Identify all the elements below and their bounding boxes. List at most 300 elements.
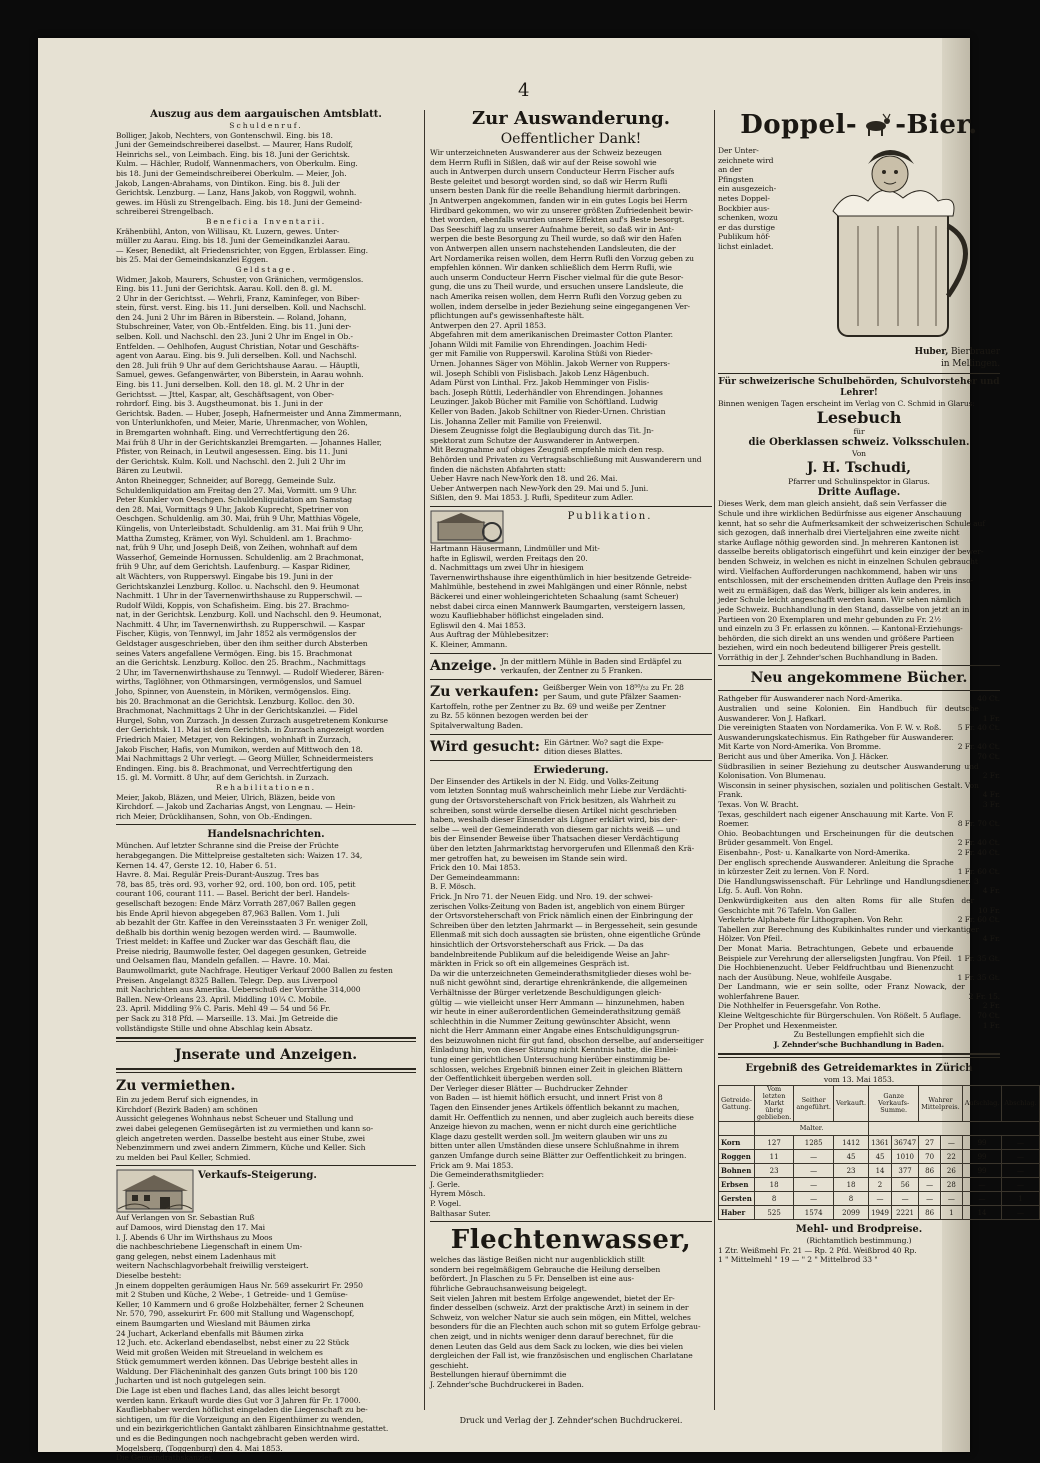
text-line: Jn Antwerpen angekommen, fanden wir in ein gutes Logis bei Herrn bbox=[430, 195, 688, 205]
text-line: Peter Kunkler von Oeschgen. Schuldenliquidation am Samstag bbox=[116, 495, 353, 505]
text-line: Geißberger Wein von 18⁵⁰/₅₂ zu Fr. 28 bbox=[542, 682, 684, 692]
divider bbox=[116, 1068, 416, 1073]
text-line: Jucharten und ist noch gutgelegen sein. bbox=[116, 1376, 266, 1386]
text-line: d. Nachmittags um zwei Uhr in hiesigem bbox=[430, 563, 584, 573]
farmhouse-illustration bbox=[116, 1169, 194, 1213]
book-item bbox=[718, 733, 1000, 752]
grain-header-cell: Verkauft. bbox=[833, 1086, 868, 1122]
book-item bbox=[718, 982, 1000, 1001]
text-line: über den letzten Jahrmarktstag hervorgerufen und Ellenmaß den Krä- bbox=[430, 844, 695, 853]
grain-cell: 45 bbox=[833, 1150, 868, 1164]
text-line: weitern Nachschlagvorbehalt freiwillig versteigert. bbox=[116, 1261, 309, 1271]
grain-name: Korn bbox=[719, 1136, 755, 1150]
text-line: Mai früh 8 Uhr in der Gerichtskanzlei Bremgarten. — Johannes Haller, bbox=[116, 437, 382, 447]
grain-cell: 2221 bbox=[891, 1206, 918, 1220]
text-line: Kartoffeln, rothe per Zentner zu Bz. 69 und weiße per Zentner bbox=[430, 701, 666, 711]
text-line: zeichnete wird bbox=[718, 155, 774, 165]
grain-name: Erbsen bbox=[719, 1178, 755, 1192]
text-line: bis Ende April hievon abgegeben 87,963 Ballen. Vom 1. Juli bbox=[116, 908, 340, 918]
grain-cell: 1412 bbox=[833, 1136, 868, 1150]
text-line: B. F. Mösch. bbox=[430, 882, 476, 892]
text-line: Publikum höf- bbox=[718, 232, 771, 242]
text-line: führliche Gebrauchsanweisung beigelegt. bbox=[430, 1283, 587, 1293]
grain-cell: — bbox=[919, 1192, 941, 1206]
text-line: lichst einladet. bbox=[718, 241, 774, 251]
gesucht-text bbox=[544, 738, 712, 757]
book-price: 8 Fr. 70 Ct. bbox=[957, 819, 1000, 829]
text-line: wollen, indem derselbe in jeder Beziehung seine eingegangenen Ver- bbox=[430, 301, 690, 311]
text-line: hinsichtlich der Ortsvorsteherschaft aus Frick. — Da das bbox=[430, 939, 644, 949]
text-line: Joho, Spinner, von Auenstein, in Möriken, vermögenslos. Eing. bbox=[116, 687, 351, 697]
book-price: 1 Fr. 35 Gt. bbox=[957, 953, 1000, 963]
lesebuch-subtitle: die Oberklassen schweiz. Volksschulen. bbox=[748, 437, 970, 449]
grain-date: vom 13. Mai 1853. bbox=[823, 1075, 895, 1085]
text-line: Aus Auftrag der Mühlebesitzer: bbox=[430, 630, 549, 640]
text-line: Jakob Fischer, Hafis, von Mumikon, werden auf Mittwoch den 18. bbox=[116, 744, 363, 754]
book-price: 1 Fr. 60 Ct. bbox=[957, 867, 1000, 877]
text-line: ger mit Familie von Rupperswil. Karolina Stüßi von Rieder- bbox=[430, 349, 653, 359]
book-item bbox=[718, 1011, 1000, 1021]
grain-cell: — bbox=[869, 1192, 892, 1206]
text-line: behörden, die sich direkt an uns wenden und größere Partieen bbox=[718, 633, 955, 643]
text-line: Kirchdorf. — Jakob und Zacharias Angst, von Lengnau. — Hein- bbox=[116, 802, 356, 812]
text-line: werden kann. Erkauft wurde dies Gut vor 3 Jahren für Fr. 17000. bbox=[116, 1395, 361, 1405]
text-line: Jn einem doppelten geräumigen Haus Nr. 569 assekurirt Fr. 2950 bbox=[116, 1280, 363, 1290]
text-line: Jakob, Langen-Abrahams, von Dintikon. Eing. bis 8. Juli der bbox=[116, 178, 340, 188]
text-line: Pfingsten bbox=[718, 174, 754, 184]
book-title: Eisenbahn-, Post- u. Kanalkarte von Nord-Amerika. bbox=[718, 847, 910, 857]
divider bbox=[430, 1221, 712, 1222]
text-line: hafte in Egliswil, werden Freitags den 20. bbox=[430, 553, 588, 563]
text-line: haben, weshalb dieser Einsender als Lügner erklärt wird, bis der- bbox=[430, 815, 678, 825]
book-price: 70 Ct. bbox=[977, 1011, 1000, 1021]
text-line: Bockbier aus- bbox=[718, 203, 770, 213]
text-line: Ballen. New-Orleans 23. April. Middling 10¼ C. Mobile. bbox=[116, 994, 327, 1004]
text-line: von Baden — ist hiemit höflich ersucht, und innert Frist von 8 bbox=[430, 1093, 663, 1103]
text-line: Frick am 9. Mai 1853. bbox=[430, 1160, 514, 1170]
brewer-name: Huber, bbox=[914, 347, 949, 357]
text-line: Beste geleitet und besorgt worden sind, so daß wir Herrn Rufli bbox=[430, 176, 668, 186]
grain-name: Bohnen bbox=[719, 1164, 755, 1178]
text-line: von Unterlunkhofen, und Meier, Marie, Uhrenmacher, von Wohlen, bbox=[116, 418, 368, 428]
book-item bbox=[718, 810, 1000, 829]
beneficia-text bbox=[116, 227, 416, 265]
text-line: gang gelegen, nebst einem Ladenhaus mit bbox=[116, 1251, 276, 1261]
handel-text bbox=[116, 841, 416, 1033]
text-line: starke Auflage nöthig geworden sind. Jn mehreren Kantonen ist bbox=[718, 537, 959, 547]
text-line: courant 106, courant 111. — Basel. Bericht der berl. Handels- bbox=[116, 889, 350, 899]
text-line: spektorat zum Schutze der Auswanderer in Antwerpen. bbox=[430, 435, 640, 445]
text-line: Art Nordamerika reisen wollen, dem Herrn Rufli den Vorzug geben zu bbox=[430, 253, 694, 263]
grain-cell: 27 bbox=[919, 1136, 941, 1150]
text-line: finder desselben (schweiz. Arzt der praktische Arzt) in seinem in der bbox=[430, 1303, 689, 1313]
book-price: 2 Fr. 40 Ct. bbox=[957, 847, 1000, 857]
text-line: werpen die beste Besorgung zu Theil wurde, so daß wir den Hafen bbox=[430, 234, 682, 244]
divider bbox=[718, 1053, 1000, 1058]
text-line: er das durstige bbox=[718, 222, 775, 232]
book-price: 40 Ct. bbox=[977, 694, 1000, 704]
grain-cell: — bbox=[1002, 1136, 1039, 1150]
text-line: Egliswil den 4. Mai 1853. bbox=[430, 620, 526, 630]
text-line: Nachmitt. 1 Uhr in der Tavernenwirthshause zu Rupperschwil. — bbox=[116, 591, 363, 601]
divider bbox=[116, 1037, 416, 1042]
text-line: die nachbeschriebene Liegenschaft in einem Um- bbox=[116, 1242, 303, 1252]
text-line: Balthasar Suter. bbox=[430, 1208, 491, 1218]
anzeige-title: Anzeige. bbox=[430, 657, 497, 674]
book-title: Texas, geschildert nach eigener Anschauung mit Karte. Von F. Roemer. bbox=[718, 809, 954, 829]
text-line: Stubschreiner, Vater, von Ob.-Entfelden. Eing. bis 11. Juni der- bbox=[116, 322, 352, 332]
text-line: Anton Rheinegger, Schneider, auf Boregg, Gemeinde Sulz. bbox=[116, 475, 336, 485]
text-line: wil. Joseph Schibli von Fislisbach. Jakob Lenz Hägenbuch. bbox=[430, 368, 650, 378]
grain-cell: 18 bbox=[833, 1178, 868, 1192]
lesebuch-title: Lesebuch bbox=[816, 407, 902, 427]
text-line: vollständigste Stille und ohne Abschlag kein Absatz. bbox=[116, 1023, 313, 1033]
text-line: wir heute in einer außerordentlichen Gemeinderathsitzung gemäß bbox=[430, 1007, 681, 1017]
book-price: 3 Fr. bbox=[982, 800, 1000, 809]
text-line: Sißlen, den 9. Mai 1853. J. Rufli, Spediteur zum Adler. bbox=[430, 493, 634, 503]
text-line: Bäckerei und einer wohleingerichteten Schaalung (samt Scheuer) bbox=[430, 591, 679, 601]
text-line: früh 9 Uhr, auf dem Gerichtsh. Laufenburg. — Kaspar Ridiner, bbox=[116, 562, 351, 572]
book-price: 2 Fr. 60 Ct. bbox=[957, 915, 1000, 925]
grain-cell: 36747 bbox=[891, 1136, 918, 1150]
text-line: Rudolf Wildi, Koppis, von Schafisheim. Eing. bis 27. Brachmo- bbox=[116, 600, 350, 610]
text-line: Gerichtsst. — Jttel, Kaspar, alt, Geschäftsagent, von Ober- bbox=[116, 389, 334, 399]
text-line: agent von Aarau. Eing. bis 9. Juli derselben. Koll. und Nachschl. bbox=[116, 351, 357, 361]
dank-text bbox=[430, 148, 712, 503]
text-line: Der Unter- bbox=[718, 146, 759, 155]
mill-illustration bbox=[430, 510, 504, 544]
book-item bbox=[718, 896, 1000, 915]
vermiethen-title: Zu vermiethen. bbox=[116, 1078, 236, 1095]
text-line: Bären zu Leutwil. bbox=[116, 466, 183, 476]
text-line: Partieen von 20 Exemplaren und mehr gebunden zu Fr. 2½ bbox=[718, 614, 942, 624]
text-line: bis 25. Mai der Gemeindskanzlei Eggen. bbox=[116, 255, 269, 265]
text-line: Bestellungen hierauf übernimmt die bbox=[430, 1370, 567, 1380]
divider bbox=[718, 665, 1000, 666]
steigerung-title: Verkaufs-Steigerung. bbox=[198, 1170, 317, 1182]
book-title: Rathgeber für Auswanderer nach Nord-Amerika. bbox=[718, 694, 903, 704]
text-line: wozu Kaufliebhaber höflichst eingeladen sind. bbox=[430, 611, 604, 621]
text-line: empfehlen können. Wir danken schließlich dem Herrn Rufli, wie bbox=[430, 263, 672, 273]
grain-cell: 18 bbox=[754, 1178, 793, 1192]
handel-title: Handelsnachrichten. bbox=[207, 829, 325, 841]
text-line: Samuel, gewes. Gefangenwärter, von Biberstein, in Aarau wohnh. bbox=[116, 370, 364, 380]
text-line: deßhalb bis dorthin wenig bezogen werden wird. — Baumwolle. bbox=[116, 927, 357, 937]
text-line: sich gezogen, daß innerhalb drei Vierteljahren eine zweite nicht bbox=[718, 528, 960, 538]
gesucht-title: Wird gesucht: bbox=[430, 738, 540, 755]
text-line: Johann Wildi mit Familie von Ehrendingen. Joachim Hedi- bbox=[430, 339, 647, 349]
text-line: Juni der Gemeindschreiberei daselbst. — Maurer, Hans Rudolf, bbox=[116, 140, 353, 150]
steigerung-text bbox=[116, 1213, 416, 1462]
book-price: 70 Ct. bbox=[977, 752, 1000, 762]
text-line: P. Vogel. bbox=[430, 1198, 462, 1208]
text-line: Gerichtskanzlei Lenzburg. Kolloc. u. Nachschl. den 9. Heumonat bbox=[116, 581, 360, 591]
text-line: Kirchdorf (Bezirk Baden) am schönen bbox=[116, 1104, 258, 1114]
text-line: Geldstager ausgeschrieben, über den ihm seither durch Absterben bbox=[116, 639, 368, 649]
text-line: alt Wächters, von Rupperswyl. Eingabe bis 19. Juni in der bbox=[116, 571, 333, 581]
text-line: Ueber Antwerpen nach New-York den 29. Mai und 5. Juni. bbox=[430, 483, 649, 493]
books-foot-b: J. Zehnder'sche Buchhandlung in Baden. bbox=[773, 1039, 945, 1049]
grain-cell: — bbox=[794, 1150, 834, 1164]
text-line: nach Amerika reisen wollen, dem Herrn Rufli den Vorzug geben zu bbox=[430, 291, 682, 301]
text-line: mer getroffen hat, zu beweisen im Stande sein wird. bbox=[430, 853, 628, 863]
text-line: dasselbe bereits obligatorisch eingeführt und kein einziger der bewer- bbox=[718, 547, 984, 557]
text-line: Gerichtsk. Lenzburg. — Lanz, Hans Jakob, von Roggwil, wohnh. bbox=[116, 188, 357, 198]
text-line: kennt, hat so sehr die Aufmerksamkeit der schweizerischen Schule auf bbox=[718, 518, 986, 528]
text-line: Adam Pürst von Linthal. Frz. Jakob Hemminger von Fislis- bbox=[430, 378, 650, 388]
book-title: Die vereinigten Staaten von Nordamerika. Von F. W. v. Roß. bbox=[718, 723, 942, 733]
text-line: rohrdorf. Eing. bis 3. Augstheumonat. bis 1. Juni in der bbox=[116, 399, 323, 409]
text-line: Mahlmühle, bestehend in zwei Mahlgängen und einer Rönnle, nebst bbox=[430, 582, 687, 592]
text-line: Krähenbühl, Anton, von Willisau, Kt. Luzern, gewes. Unter- bbox=[116, 226, 340, 236]
text-line: schreiberei Strengelbach. bbox=[116, 207, 214, 217]
text-line: Abgefahren mit dem amerikanischen Dreimaster Cotton Planter. bbox=[430, 330, 673, 340]
grain-table bbox=[718, 1085, 1040, 1220]
text-line: netes Doppel- bbox=[718, 193, 770, 203]
text-line: Gerichtsk. Baden. — Huber, Joseph, Hafnermeister und Anna Zimmermann, bbox=[116, 408, 402, 418]
text-line: zwei dabei gelegenen Gemüsegärten ist zu vermiethen und kann so- bbox=[116, 1124, 374, 1133]
grain-cell: 23 bbox=[833, 1164, 868, 1178]
text-line: 2 Uhr in der Gerichtsst. — Wehrli, Franz, Kaminfeger, von Biber- bbox=[116, 293, 360, 303]
text-line: Schreiben über den letzten Jahrmarkt — in Bergesseheit, sein gesunde bbox=[430, 920, 698, 930]
text-line: Seit vielen Jahren mit bestem Erfolge angewendet, bietet der Er- bbox=[430, 1293, 675, 1303]
text-line: schlechthin in die Nummer Zeitung gewünschter Absicht, wenn bbox=[430, 1016, 671, 1026]
grain-header-cell: Abschlag. bbox=[1002, 1086, 1039, 1122]
page-number: 4 bbox=[518, 80, 530, 101]
grain-cell: 99 bbox=[962, 1136, 1002, 1150]
text-line: damit Hr. Oeffentlich zu nennen, und aber zugleich auch bereits diese bbox=[430, 1112, 694, 1122]
text-line: seines Vaters angefallene Vermögen. Eing. bis 15. Brachmonat bbox=[116, 648, 353, 658]
text-line: Hyrem Mösch. bbox=[430, 1189, 486, 1199]
text-line: Schuldenliquidation am Freitag den 27. Mai, Vormitt. um 9 Uhr. bbox=[116, 485, 357, 495]
book-item bbox=[718, 694, 1000, 704]
text-line: Antwerpen den 27. April 1853. bbox=[430, 320, 546, 330]
text-line: Preise niedrig, Baumwolle fester, Oel dagegen gesunken, Getreide bbox=[116, 946, 367, 956]
text-line: Wir unterzeichneten Auswanderer aus der Schweiz bezeugen bbox=[430, 148, 662, 157]
books-list bbox=[718, 694, 1000, 1030]
grain-cell: 1285 bbox=[794, 1136, 834, 1150]
text-line: den 28. Juli früh 9 Uhr auf dem Gerichtshause Aarau. — Häuptli, bbox=[116, 360, 360, 370]
text-line: gung, die uns zu Theil wurde, und ersuchen unsere Landsleute, die bbox=[430, 282, 684, 292]
text-line: herabgegangen. Die Mittelpreise gestalteten sich: Waizen 17. 34, bbox=[116, 850, 363, 860]
text-line: des beizuwohnen nicht für gut fand, obschon derselbe, auf anderseitiger bbox=[430, 1035, 704, 1045]
text-line: und einzeln zu 3 Fr. erlassen zu können. — Kantonal-Erziehungs- bbox=[718, 624, 963, 634]
book-price: 1 Fr. bbox=[982, 1020, 1000, 1030]
brewer-place: in Mellingen. bbox=[941, 359, 1000, 369]
book-title: Texas. Von W. Bracht. bbox=[718, 800, 799, 809]
book-title: Auswanderungskatechismus. Ein Rathgeber für Auswanderer. Mit Karte von Nord-Amerika. Von Bromme. bbox=[718, 732, 954, 752]
divider bbox=[430, 760, 712, 761]
column-rule bbox=[424, 110, 425, 1410]
grain-cell: — bbox=[940, 1192, 962, 1206]
book-title: Denkwürdigkeiten aus den alten Roms für alle Stufen der Geschichte mit 76 Tafeln. Von Galler. bbox=[718, 895, 975, 915]
text-line: gleich angetreten werden. Dasselbe besteht aus einer Stube, zwei bbox=[116, 1133, 365, 1143]
text-line: Stück gemummert werden können. Das Uebrige besteht alles in bbox=[116, 1357, 358, 1367]
text-line: Schule und ihre wirklichen Bedürfnisse aus eigener Anschauung bbox=[718, 508, 962, 518]
grain-cell: 99 bbox=[962, 1164, 1002, 1178]
text-line: J. Zehnder'sche Buchdruckerei in Baden. bbox=[430, 1379, 584, 1389]
text-line: 2 Uhr, im Tavernenwirthshause zu Tennwyl. — Rudolf Wiederer, Bären- bbox=[116, 667, 384, 677]
grain-header-cell: Seither angeführt. bbox=[794, 1086, 834, 1122]
column-1 bbox=[116, 108, 416, 1463]
text-line: per Sack zu 318 Pfd. — Marseille. 13. Mai. Jm Getreide die bbox=[116, 1014, 338, 1024]
text-line: müller zu Aarau. Eing. bis 18. Juni der Gemeindkanzlei Aarau. bbox=[116, 236, 350, 246]
text-line: Keller, 10 Kammern und 6 große Holzbehälter, ferner 2 Scheunen bbox=[116, 1299, 364, 1309]
text-line: der Oeffentlichkeit übergeben werden soll. bbox=[430, 1074, 592, 1084]
text-line: tung einer gerichtlichen Untersuchung hierüber einstimmig be- bbox=[430, 1055, 671, 1065]
grain-title: Ergebniß des Getreidemarktes in Zürich bbox=[745, 1063, 973, 1075]
text-line: der Gerichtsk. 11. Mai ist dem Gerichtsh. in Zurzach angezeigt worden bbox=[116, 725, 385, 735]
text-line: Oeschgen. Schuldenlig. am 30. Mai, früh 9 Uhr, Matthias Vögele, bbox=[116, 514, 361, 524]
text-line: — Keser, Benedikt, alt Friedensrichter, von Eggen, Erblasser. Eing. bbox=[116, 245, 368, 255]
text-line: Frick den 10. Mai 1853. bbox=[430, 863, 521, 873]
text-line: verkaufen, der Zentner zu 5 Franken. bbox=[500, 666, 643, 676]
text-line: Preisen. Angelangt 8325 Ballen. Telegr. Dep. aus Liverpool bbox=[116, 975, 338, 985]
grain-header-cell: Wahrer Mittelpreis. bbox=[919, 1086, 962, 1122]
book-title: Ohio. Beobachtungen und Erscheinungen für die deutschen Brüder gesammelt. Von Engel. bbox=[718, 828, 954, 848]
text-line: märkten in Frick so oft ein allgemeines Gespräch ist. bbox=[430, 959, 630, 969]
grain-cell: 127 bbox=[754, 1136, 793, 1150]
text-line: beziehen, wird ein noch bedeutend billigerer Preis gestellt. bbox=[718, 643, 941, 653]
text-line: Die Gemeindrathskanzlei. bbox=[116, 1453, 214, 1463]
text-line: Triest meldet: in Kaffee und Zucker war das Geschäft flau, die bbox=[116, 937, 351, 947]
divider bbox=[718, 690, 1000, 691]
book-price: 4 Fr. bbox=[982, 886, 1000, 896]
text-line: Aussicht gelegenes Wohnhaus nebst Scheuer und Stallung und bbox=[116, 1114, 354, 1124]
text-line: selben. Koll. und Nachschl. den 23. Juni 2 Uhr im Engel in Ob.- bbox=[116, 332, 353, 342]
grain-cell: 14 bbox=[962, 1206, 1002, 1220]
grain-cell: — bbox=[1002, 1150, 1039, 1164]
text-line: mit 2 Stuben und Küche, 2 Webe-, 1 Getreide- und 1 Gemüse- bbox=[116, 1290, 348, 1300]
text-line: Urnen. Johannes Säger von Möhlin. Jakob Werner von Ruppers- bbox=[430, 359, 670, 369]
inserate-title: Jnserate und Anzeigen. bbox=[174, 1047, 358, 1064]
text-line: selbe — weil der Gemeinderath von diesem gar nichts weiß — und bbox=[430, 824, 681, 834]
book-item bbox=[718, 925, 1000, 944]
erwiederung-text bbox=[430, 777, 712, 1218]
grain-cell: — bbox=[919, 1178, 941, 1192]
book-item bbox=[718, 848, 1000, 858]
text-line: dition dieses Blattes. bbox=[543, 747, 623, 757]
text-line: sondern bei regelmäßigem Gebrauche die Heilung derselben bbox=[430, 1264, 661, 1274]
text-line: Kulm. — Hächler, Rudolf, Wannenmachers, von Oberkulm. Eing. bbox=[116, 159, 358, 169]
text-line: an die Gerichtsk. Lenzburg. Kolloc. den 25. Brachm., Nachmittags bbox=[116, 658, 366, 668]
book-title: Der Landmann, wie er sein sollte, oder Franz Nowack, der wohlerfahrene Bauer. bbox=[718, 982, 965, 1001]
grain-name: Roggen bbox=[719, 1150, 755, 1164]
text-line: ab bezahlt der Gtr. Kaffee in den Vereinsstaaten 3 Fr. weniger Zoll, bbox=[116, 918, 368, 928]
grain-cell: 1 bbox=[1002, 1192, 1039, 1206]
column-3 bbox=[718, 108, 1037, 1418]
text-line: von Antwerpen allen unsern nachstehenden Landsleuten, die der bbox=[430, 243, 676, 253]
book-price: 5 Fr. 40 Ct. bbox=[957, 723, 1000, 733]
books-foot-a: Zu Bestellungen empfiehlt sich die bbox=[793, 1030, 925, 1040]
text-line: Nr. 570, 790, assekurirt Fr. 600 mit Stallung und Wagenschopf, bbox=[116, 1309, 355, 1319]
auswanderung-title: Zur Auswanderung. bbox=[472, 108, 670, 129]
grain-row bbox=[719, 1136, 1040, 1150]
text-line: 1 Ztr. Weißmehl Fr. 21 — Rp. 2 Pfd. Weißbrod 40 Rp. bbox=[718, 1245, 917, 1255]
text-line: Vorräthig in der J. Zehnder'schen Buchhandlung in Baden. bbox=[718, 652, 938, 662]
books-title: Neu angekommene Bücher. bbox=[750, 670, 968, 687]
doppelbier-title-a: Doppel- bbox=[740, 110, 858, 140]
text-line: der Gerichtsk. Kulm. Koll. und Nachschl. den 2. Juli 2 Uhr im bbox=[116, 456, 346, 466]
goat-icon bbox=[861, 113, 891, 137]
divider bbox=[430, 506, 712, 507]
text-line: Keller von Baden. Jakob Schiltner von Rieder-Urnen. Christian bbox=[430, 407, 666, 417]
book-price: 2 Fr. 15. bbox=[968, 991, 1000, 1001]
book-title: Wisconsin in seiner physischen, sozialen und politischen Gestalt. Von Frank. bbox=[718, 780, 979, 800]
grain-cell: 2099 bbox=[833, 1206, 868, 1220]
erwiederung-title: Erwiederung. bbox=[533, 764, 609, 776]
text-line: Einladung hin, von dieser Sitzung nicht Kenntnis hatte, die Einlei- bbox=[430, 1045, 679, 1055]
text-line: Hurgel, Sohn, von Zurzach. Jn dessen Zurzach ausgetretenem Konkurse bbox=[116, 715, 388, 725]
text-line: bitten unter allen Umständen diese unsere Schlußnahme in ihrem bbox=[430, 1141, 680, 1151]
text-line: bach. Joseph Rüttli, Lederhändler von Ehrendingen. Johannes bbox=[430, 387, 663, 397]
grain-cell: — bbox=[794, 1192, 834, 1206]
text-line: jeder Schule leicht angeschafft werden kann. Wir sehen nämlich bbox=[718, 595, 961, 605]
lesebuch-text bbox=[718, 499, 1000, 662]
mehl-title: Mehl- und Brodpreise. bbox=[795, 1224, 923, 1236]
text-line: Entfelden. — Oehlhofen, August Christian, Notar und Geschäfts- bbox=[116, 341, 359, 351]
book-price: 4 Fr. bbox=[982, 934, 1000, 944]
book-item bbox=[718, 858, 1000, 877]
text-line: gesellschaft bezogen: Ende März Vorrath 287,067 Ballen gegen bbox=[116, 898, 356, 908]
grain-cell: 11 bbox=[754, 1150, 793, 1164]
book-title: Der Monat Maria. Betrachtungen, Gebete und erbauende Beispiele zur Verehrung der allerseligsten Jungfrau. Von Pfeil. bbox=[718, 943, 954, 963]
text-line: bis 18. Juni der Gemeindschreiberei Oberkulm. — Meier, Joh. bbox=[116, 168, 347, 178]
text-line: Meier, Jakob, Bläzen, und Meier, Ulrich, Bläzen, beide von bbox=[116, 792, 335, 802]
text-line: 12 Juch. etc. Ackerland ebendaselbst, nebst einer zu 22 Stück bbox=[116, 1338, 350, 1348]
book-title: Die Hochbienenzucht. Ueber Feldfruchtbau und Bienenzucht nach der Ausübung. Neue, wohlfeile Ausgabe. bbox=[718, 963, 954, 982]
book-item bbox=[718, 1021, 1000, 1031]
text-line: ein ausgezeich- bbox=[718, 184, 777, 194]
text-line: Tavernenwirthshause ihre eigenthümlich in hier besitzende Getreide- bbox=[430, 572, 692, 582]
book-item bbox=[718, 829, 1000, 848]
text-line: Waldung. Der Flächeninhalt des ganzen Guts bringt 100 bis 120 bbox=[116, 1366, 358, 1376]
divider bbox=[430, 679, 712, 680]
text-line: schreiben, sonst würde derselbe diesen Artikel nicht geschrieben bbox=[430, 805, 677, 815]
text-line: Endingen. Eing. bis 8. Brachmonat, und Verrechtfertigung den bbox=[116, 763, 353, 773]
book-title: Südbrasilien in seiner Beziehung zu deutscher Auswanderung und Kolonisation. Von Blumenau. bbox=[718, 761, 979, 781]
text-line: Mai Nachmittags 2 Uhr verlegt. — Georg Müller, Schneidermeisters bbox=[116, 754, 374, 764]
grain-cell: — bbox=[940, 1136, 962, 1150]
book-item bbox=[718, 704, 1000, 723]
text-line: weit zu ermäßigen, daß das Werk, billiger als kein anderes, in bbox=[718, 585, 951, 595]
text-line: den 28. Mai, Vormittags 9 Uhr, Jakob Kuprecht, Spetriner von bbox=[116, 504, 349, 514]
grain-header-cell: Getreide-Gattung. bbox=[719, 1086, 755, 1122]
text-line: Da wir die unterzeichneten Gemeinderathsmitglieder dieses wohl be- bbox=[430, 968, 692, 978]
geldstage-heading: Geldstage. bbox=[235, 264, 297, 274]
text-line: K. Kleiner, Ammann. bbox=[430, 639, 508, 649]
book-item bbox=[718, 1001, 1000, 1011]
text-line: schenken, wozu bbox=[718, 213, 778, 223]
book-price: 10 Fr. bbox=[978, 905, 1000, 915]
grain-cell: 23 bbox=[754, 1164, 793, 1178]
text-line: zerischen Volks-Zeitung von Baden ist, angeblich von einem Bürger bbox=[430, 901, 685, 911]
text-line: gung der Ortsvorsteherschaft von Frick besitzen, als Wahrheit zu bbox=[430, 796, 676, 806]
grain-row bbox=[719, 1192, 1040, 1206]
text-line: rich Meier, Drücklihansen, Sohn, von Ob.-Endingen. bbox=[116, 811, 313, 821]
printer-footer: Druck und Verlag der J. Zehnder'schen Buchdruckerei. bbox=[459, 1416, 683, 1425]
text-line: München. Auf letzter Schranne sind die Preise der Früchte bbox=[116, 841, 339, 851]
text-line: in Bremgarten wohnhaft. Eing. und Verrechtfertigung den 26. bbox=[116, 428, 350, 437]
text-line: den 24. Juni 2 Uhr im Bären in Biberstein. — Roland, Johann, bbox=[116, 312, 347, 322]
grain-cell: — bbox=[962, 1178, 1002, 1192]
geldstage-text bbox=[116, 275, 416, 783]
grain-cell: — bbox=[1002, 1178, 1039, 1192]
text-line: Friedrich Maier, Metzger, von Rekingen, wohnhaft in Zurzach, bbox=[116, 735, 351, 744]
grain-cell: 22 bbox=[940, 1150, 962, 1164]
beneficia-heading: Beneficia Inventarii. bbox=[205, 216, 327, 226]
schuldenruf-text bbox=[116, 131, 416, 217]
